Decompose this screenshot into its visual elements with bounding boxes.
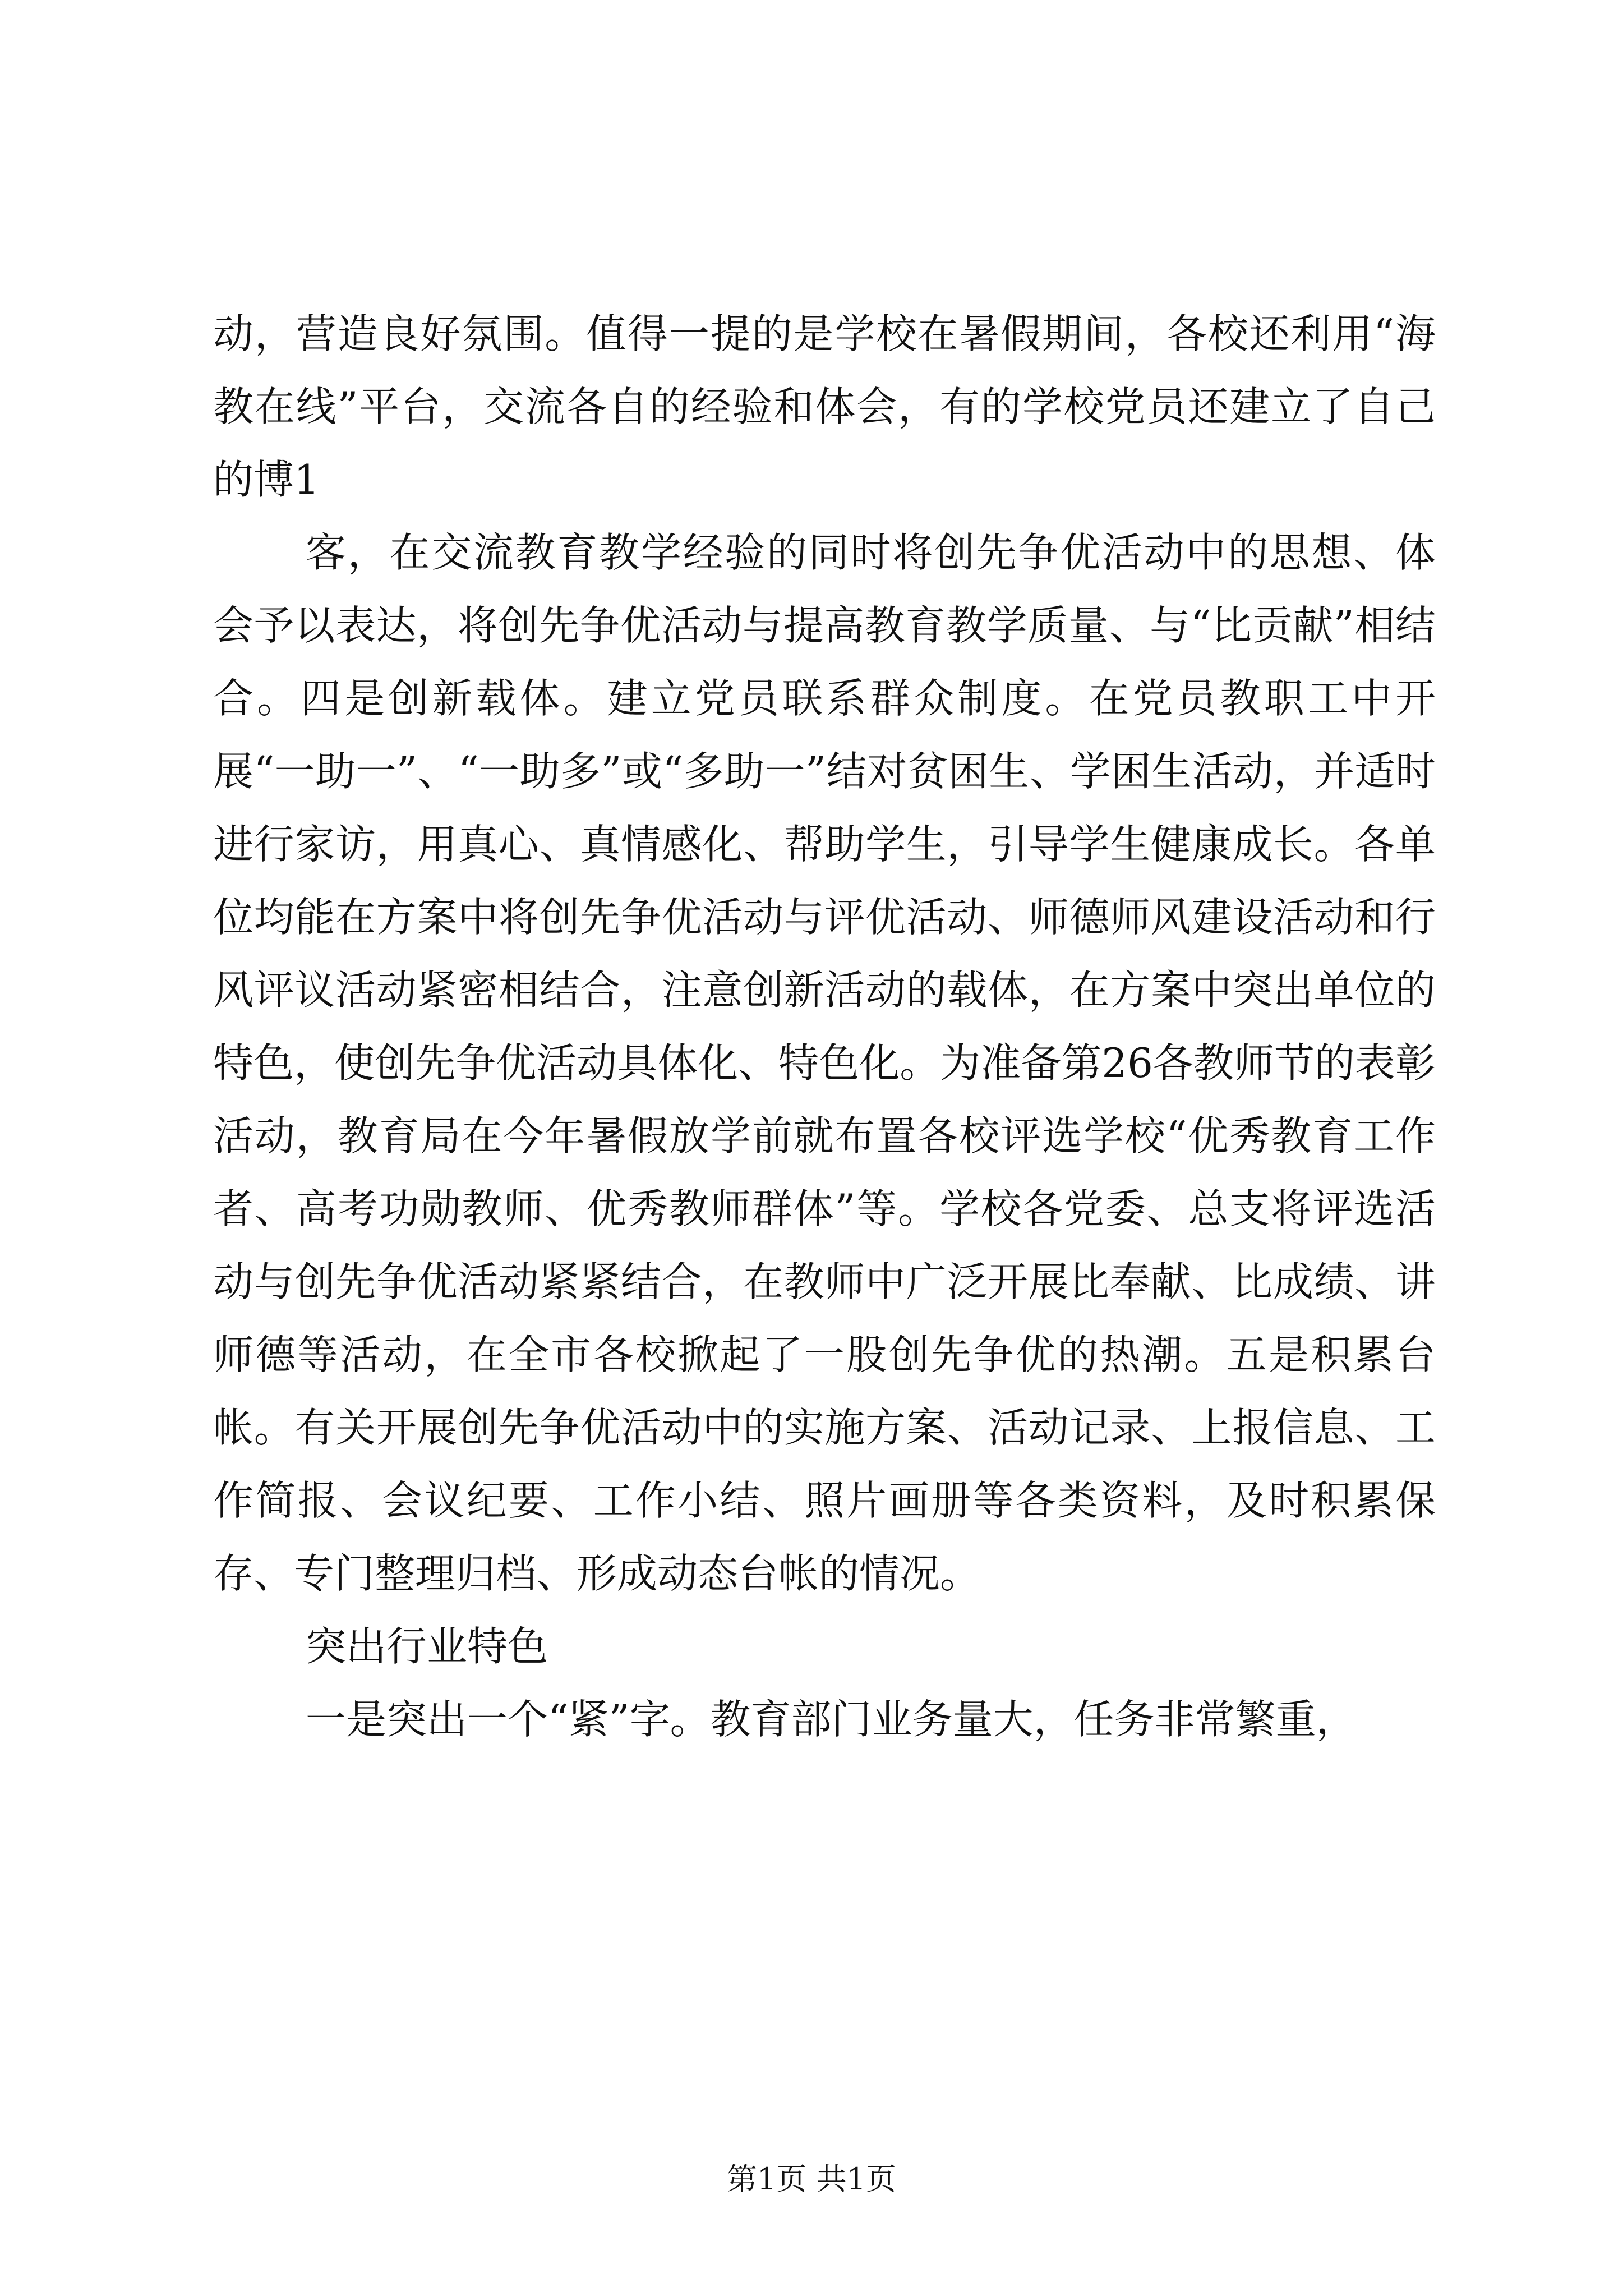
paragraph-continued: 动，营造良好氛围。值得一提的是学校在暑假期间，各校还利用“海教在线”平台，交流各自的经验和体会，有的学校党员还建立了自己的博1 bbox=[213, 310, 1436, 503]
section-heading: 突出行业特色 bbox=[306, 1623, 548, 1670]
paragraph-section-start: 一是突出一个“紧”字。教育部门业务量大，任务非常繁重， bbox=[306, 1696, 1357, 1743]
document-body bbox=[213, 297, 1436, 1756]
page-footer: 第1页 共1页 bbox=[727, 2161, 896, 2197]
paragraph-main: 客，在交流教育教学经验的同时将创先争优活动中的思想、体会予以表达，将创先争优活动与提高教育教学质量、与“比贡献”相结合。四是创新载体。建立党员联系群众制度。在党员教职工中开展“一助一”、“一助多”或“多助一”结对贫困生、学困生活动，并适时进行家访，用真心、真情感化、帮助学生，引导学生健康成长。各单位均能在方案中将创先争优活动与评优活动、师德师风建设活动和行风评议活动紧密相结合，注意创新活动的载体，在方案中突出单位的特色，使创先争优活动具体化、特色化。为准备第26各教师节的表彰活动，教育局在今年暑假放学前就布置各校评选学校“优秀教育工作者、高考功勋教师、优秀教师群体”等。学校各党委、总支将评选活动与创先争优活动紧紧结合，在教师中广泛开展比奉献、比成绩、讲师德等活动，在全市各校掀起了一股创先争优的热潮。五是积累台帐。有关开展创先争优活动中的实施方案、活动记录、上报信息、工作简报、会议纪要、工作小结、照片画册等各类资料，及时积累保存、专门整理归档、形成动态台帐的情况。 bbox=[213, 529, 1436, 1597]
